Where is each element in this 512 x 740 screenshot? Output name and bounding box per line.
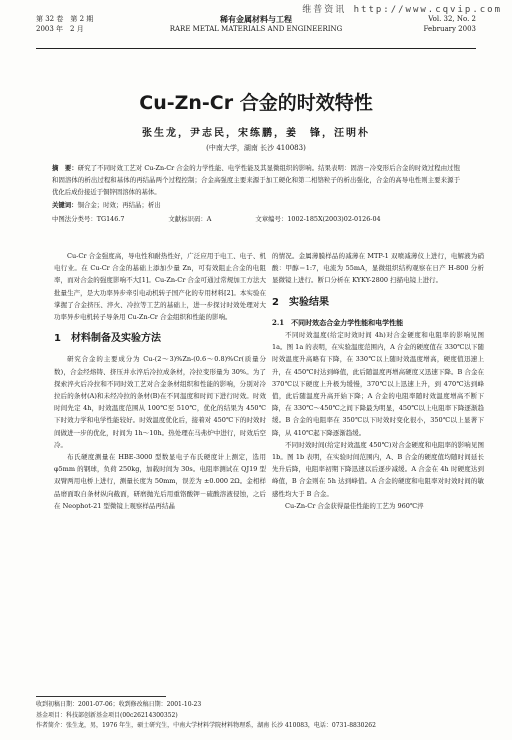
abstract-label: 摘 要： [52, 164, 78, 172]
keywords [52, 200, 460, 209]
header-issue: 第 2 期 [70, 15, 94, 23]
subsection-2-1-heading: 2.1 不同时效态合金力学性能和电学性能 [272, 317, 404, 327]
header-month: 2 月 [70, 25, 84, 33]
affiliation: (中南大学，湖南 长沙 410083) [206, 144, 306, 152]
header-volume: 第 32 卷 [36, 15, 64, 23]
footnote-rule [36, 696, 166, 697]
clc-number: 中图法分类号：TG146.7 [52, 215, 125, 223]
header-date-en: February 2003 [423, 25, 476, 33]
section-2-paragraph-1: 不同时效温度(给定时效时间 4h)对合金硬度和电阻率的影响见图 1a。图 1a 的表明，在实验温度范围内，A 合金的硬度值在 330℃以下随时效温度升高略有下降，在 330℃以上随时效温度增高，硬度值迅速上升，在 450℃时达到峰值，此后随温度再增高硬度又迅速下降。B 合金在 370℃以下硬度上升极为缓慢，370℃以上迅速上升，到 470℃达到峰值，此后随温度升高开始下降；A 合金的电阻率随时效温度增高不断下降，在 330℃～450℃之间下降最为明显，450℃以上电阻率下降逐渐趋缓。B 合金的电阻率在 350℃以下时效时变化很小，350℃以上显著下降，从 410℃起下降逐渐趋缓。 [272, 331, 484, 437]
left-column [54, 250, 266, 512]
section-1-heading: 1 材料制备及实验方法 [54, 333, 161, 345]
abstract-text: 研究了不同时效工艺对 Cu-Zn-Cr 合金的力学性能、电学性能及其显微组织的影响。结果表明：固溶－冷变形后合金的时效过程由过饱和固溶体的析出过程和基体的再结晶两个过程控制；合金高强度主要来源于加工硬化和第二相铬粒子的析出强化，合金的高导电性则主要来源于优化后成份接近于铜锌固溶体的基体。 [52, 164, 460, 196]
authors: 张生龙，尹志民，宋练鹏，姜 锋，汪明朴 [142, 128, 370, 139]
header-year: 2003 年 [36, 25, 64, 33]
section-2-paragraph-3: Cu-Zn-Cr 合金获得最佳性能的工艺为 960℃淬 [285, 501, 424, 510]
header-rule [36, 48, 476, 49]
header-right [424, 14, 476, 34]
running-header [36, 14, 476, 48]
footnotes [36, 700, 476, 732]
abstract [52, 162, 460, 198]
keywords-label: 关键词： [52, 201, 78, 209]
section-1-paragraph-1: 研究合金的主要成分为 Cu-(2～3)%Zn-(0.6～0.8)%Cr(质量分数)，合金经熔铸、挤压并水淬后冷拉成条材，冷拉变形量为 30%。为了探索淬火后冷拉和不同时效工艺对合金条材组织和性能的影响，分别对冷拉后的条材(A)和未经冷拉的条材(B)在不同温度和时间下进行时效。时效时间先定 4h，时效温度范围从 100℃至 510℃，优化的结果为 450℃下时效力学和电学性能较好。时效温度优化后，接着对 450℃下的时效时间做进一步的优化，时间为 1h～10h。热处理在马弗炉中进行，时效后空冷。 [54, 355, 266, 449]
fund-info: 基金项目：科技部创新基金项目(00c26214300352) [36, 711, 178, 719]
journal-title-cn: 稀有金属材料与工程 [220, 14, 292, 24]
journal-title-en: RARE METAL MATERIALS AND ENGINEERING [169, 25, 343, 33]
received-date: 收到初稿日期：2001-07-06；收到修改稿日期：2001-10-23 [36, 701, 202, 708]
section-1-paragraph-2: 布氏硬度测量在 HBE-3000 型数显电子布氏硬度计上测定，选用 φ5mm 的钢球，负荷 250kg，加载时间为 30s。电阻率测试在 QJ19 型双臂两用电桥上进行，测量长度为 50mm，误差为 ±0.000 2Ω。金相样品磨面取自条材纵向截面，研磨抛光后用重铬酸钾－硫酸溶液侵蚀，之后在 Neophot-21 型微镜上观察样品再结晶 [54, 453, 266, 510]
header-center [36, 14, 476, 34]
section-2-heading: 2 实验结果 [272, 296, 329, 308]
article-number: 文章编号：1002-185X(2003)02-0126-04 [255, 215, 381, 223]
author-bio: 作者简介：张生龙，男，1976 年生，硕士研究生，中南大学材料学院材料物理系，湖南 长沙 410083，电话：0731-8830262 [36, 722, 376, 729]
continued-paragraph: 的情况。金属薄膜样品的减薄在 MTP-1 双喷减薄仪上进行，电解液为硝酸：甲醇＝1:7，电流为 55mA，显微组织结构观察在日产 H-800 分析显微镜上进行。断口分析在 KYKY-2800 扫描电镜上进行。 [272, 252, 484, 285]
header-vol-en: Vol. 32, No. 2 [428, 15, 476, 23]
article-meta [52, 214, 460, 223]
document-code: 文献标识码：A [168, 215, 212, 223]
paper-title: Cu-Zn-Cr 合金的时效特性 [139, 92, 373, 114]
right-column [272, 250, 484, 512]
watermark: 维普资讯 http://www.cqvip.com [302, 5, 502, 15]
keywords-text: 铜合金；时效；再结晶；析出 [77, 201, 161, 209]
intro-paragraph: Cu-Cr 合金强度高，导电性和耐热性好，广泛应用于电工、电子、机电行业。在 Cu-Cr 合金的基础上添加少量 Zn，可有效阻止合金的电阻率，而对合金的强度影响不大[1]。Cu-Zn-Cr 合金可通过常规加工方法大批量生产，是大功率异步牵引电动机转子国产化的专用材料[2]。本实验在掌握了合金挤压、淬火、冷拉等工艺的基础上，进一步探讨时效处理对大功率异步电机转子导条用 Cu-Zn-Cr 合金组织和性能的影响。 [54, 252, 266, 322]
section-2-paragraph-2: 不同时效时间(给定时效温度 450℃)对合金硬度和电阻率的影响见图 1b。图 1b 表明，在实验时间范围内，A、B 合金的硬度值均随时间延长先升后降，电阻率初期下降迅速以后逐步减缓。A 合金在 4h 时硬度达到峰值，B 合金则在 5h 达到峰值。A 合金的硬度和电阻率对时效时间的敏感性均大于 B 合金。 [272, 440, 484, 498]
